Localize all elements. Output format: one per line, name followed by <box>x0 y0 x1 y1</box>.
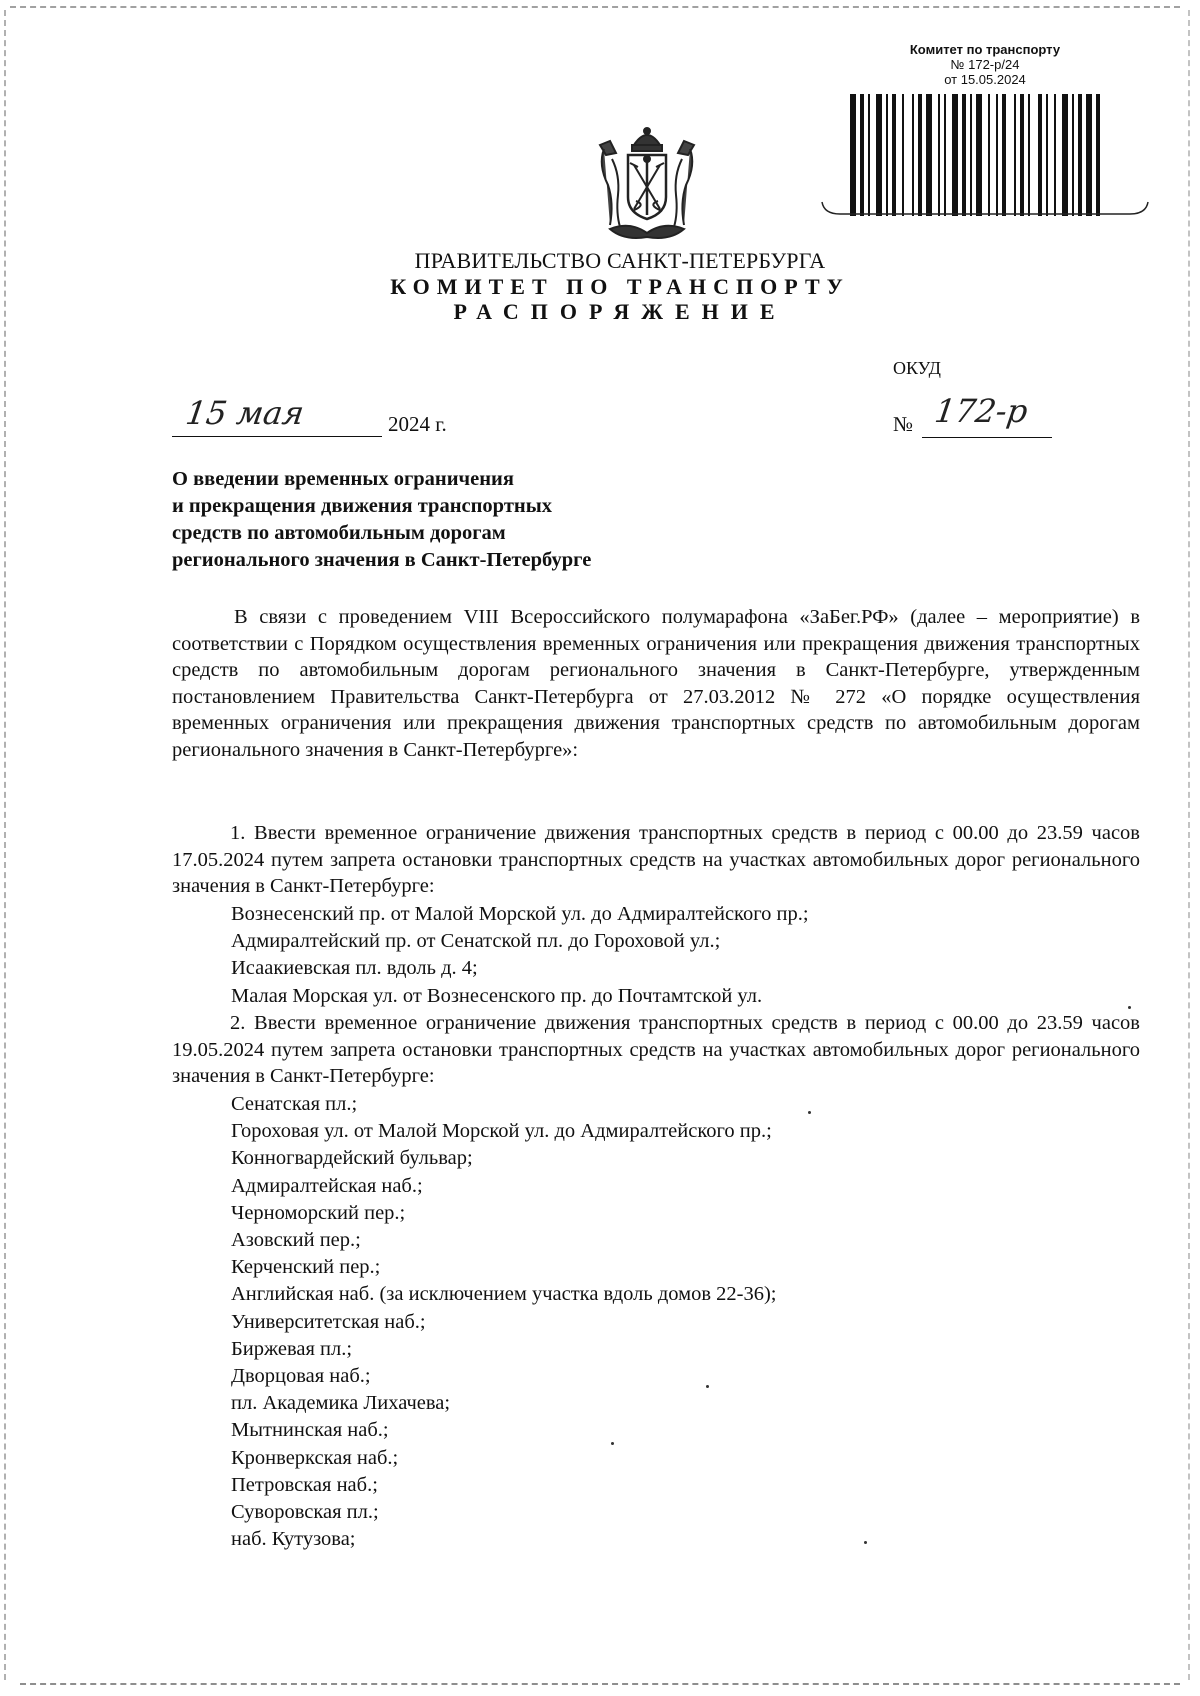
scan-edge-bottom <box>20 1683 1180 1687</box>
list-item: Суворовская пл.; <box>231 1501 379 1524</box>
stamp-bracket <box>820 200 1150 240</box>
list-item: Азовский пер.; <box>231 1229 361 1252</box>
preamble-text: В связи с проведением VIII Всероссийского полумарафона «ЗаБег.РФ» (далее – мероприятие) в соответствии с Порядком осуществления временных ограничения или прекращения движения транспортных средств по автомобильным дорогам регионального значения в Санкт-Петербурге, утвержденным постановлением Правительства Санкт-Петербурга от 27.03.2012 № 272 «О порядке осуществления временных ограничения или прекращения движения транспортных средств по автомобильным дорогам регионального значения в Санкт-Петербурге»: <box>172 606 1140 761</box>
clause-1 <box>172 820 1140 900</box>
scan-speck <box>808 1111 811 1114</box>
coat-of-arms-icon <box>590 125 705 243</box>
registration-stamp <box>820 38 1150 213</box>
list-item: Английская наб. (за исключением участка вдоль домов 22-36); <box>231 1283 777 1306</box>
clause-2 <box>172 1010 1140 1090</box>
list-item: Кронверкская наб.; <box>231 1446 399 1469</box>
handwritten-number: 172-р <box>932 392 1031 430</box>
scan-speck <box>706 1385 709 1388</box>
government-title: ПРАВИТЕЛЬСТВО САНКТ-ПЕТЕРБУРГА <box>414 248 826 273</box>
list-item: пл. Академика Лихачева; <box>231 1392 451 1415</box>
list-item: Малая Морская ул. от Вознесенского пр. до Почтамтской ул. <box>231 984 763 1007</box>
list-item: Конногвардейский бульвар; <box>231 1147 473 1170</box>
list-item: Черноморский пер.; <box>231 1201 406 1224</box>
list-item: Исаакиевская пл. вдоль д. 4; <box>231 957 478 980</box>
subject-line: О введении временных ограничения <box>172 468 514 490</box>
scan-speck <box>1128 1006 1131 1009</box>
stamp-number: № 172-р/24 <box>950 57 1020 72</box>
list-item: Адмиралтейская наб.; <box>231 1174 423 1197</box>
list-item: Гороховая ул. от Малой Морской ул. до Адмиралтейского пр.; <box>231 1120 772 1143</box>
list-item: Мытнинская наб.; <box>231 1419 389 1442</box>
barcode-icon <box>850 94 1130 216</box>
list-item: Петровская наб.; <box>231 1473 378 1496</box>
clause-2-street-list <box>231 1091 777 1553</box>
document-subject <box>172 466 591 574</box>
stamp-committee: Комитет по транспорту <box>909 42 1061 57</box>
list-item: Дворцовая наб.; <box>231 1365 371 1388</box>
clause-2-text: 2. Ввести временное ограничение движения транспортных средств в период с 00.00 до 23.59 часов 19.05.2024 путем запрета остановки транспортных средств на участках автомобильных дорог регионального значения в Санкт-Петербурге: <box>172 1012 1140 1087</box>
scan-speck <box>611 1442 614 1445</box>
list-item: Сенатская пл.; <box>231 1093 358 1115</box>
scan-edge-left <box>4 10 8 1680</box>
okud-label: ОКУД <box>893 358 941 378</box>
subject-line: и прекращения движения транспортных <box>172 495 552 517</box>
handwritten-date: 15 мая <box>183 394 307 432</box>
scan-speck <box>864 1541 867 1544</box>
list-item: Университетская наб.; <box>231 1310 426 1333</box>
subject-line: средств по автомобильным дорогам <box>172 522 506 544</box>
committee-title: КОМИТЕТ ПО ТРАНСПОРТУ <box>390 274 850 299</box>
clause-1-text: 1. Ввести временное ограничение движения транспортных средств в период с 00.00 до 23.59 часов 17.05.2024 путем запрета остановки транспортных средств на участках автомобильных дорог регионального значения в Санкт-Петербурге: <box>172 822 1140 897</box>
list-item: Биржевая пл.; <box>231 1337 353 1360</box>
list-item: наб. Кутузова; <box>231 1528 356 1551</box>
clause-1-street-list <box>231 901 809 1010</box>
subject-line: регионального значения в Санкт-Петербурге <box>172 549 592 571</box>
scan-edge-top <box>10 6 1180 10</box>
list-item: Керченский пер.; <box>231 1256 381 1279</box>
preamble-paragraph <box>172 604 1140 763</box>
number-sign: № <box>893 412 914 436</box>
document-type: РАСПОРЯЖЕНИЕ <box>453 299 787 324</box>
list-item: Адмиралтейский пр. от Сенатской пл. до Гороховой ул.; <box>231 930 721 953</box>
date-year: 2024 г. <box>388 412 447 436</box>
list-item: Вознесенский пр. от Малой Морской ул. до Адмиралтейского пр.; <box>231 903 809 925</box>
stamp-date: от 15.05.2024 <box>944 72 1026 87</box>
